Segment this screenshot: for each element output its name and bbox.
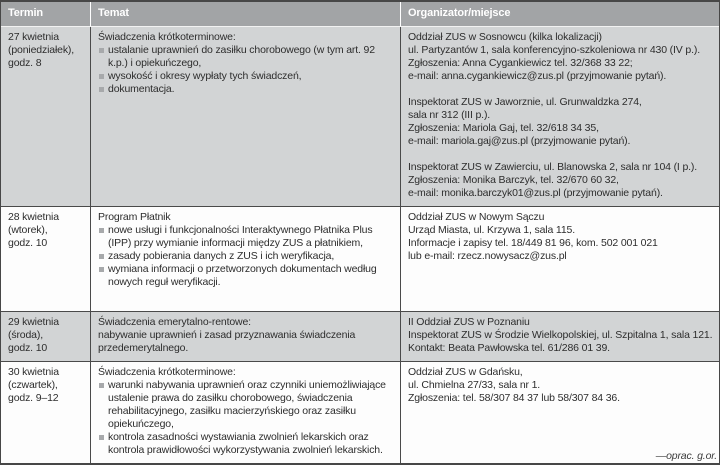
- temat-title: Świadczenia krótkoterminowe:: [98, 31, 236, 43]
- organizator-entry: II Oddział ZUS w Poznaniu Inspektorat ZUS w Środzie Wielkopolskiej, ul. Szpitalna 1, sala 121. Kontakt: Beata Pawłowska tel. 61/286 01 39.: [408, 316, 713, 354]
- credit-note: —oprac. g.or.: [655, 450, 717, 462]
- column-header-termin: Termin: [1, 2, 91, 26]
- termin-hour: godz. 8: [8, 57, 42, 69]
- temat-title: Program Płatnik: [98, 211, 171, 223]
- temat-cell: [91, 27, 401, 206]
- bullet-square-icon: [99, 48, 104, 53]
- temat-title: Świadczenia emerytalno-rentowe:: [98, 316, 251, 328]
- organizator-entry: Inspektorat ZUS w Jaworznie, ul. Grunwaldzka 274, sala nr 312 (III p.). Zgłoszenia: Mariola Gaj, tel. 32/618 34 35, e-mail: mariola.gaj@zus.pl (przyjmowanie pytań).: [408, 96, 642, 147]
- termin-date: 28 kwietnia: [8, 211, 59, 223]
- termin-hour: godz. 10: [8, 342, 48, 354]
- temat-bullet: wysokość i okresy wypłaty tych świadczeń,: [98, 70, 394, 83]
- organizator-cell: [401, 207, 719, 311]
- temat-bullet: kontrola zasadności wystawiania zwolnień lekarskich oraz kontrola prawidłowości wykorzystywania zwolnień lekarskich.: [98, 431, 394, 457]
- organizator-entry: Oddział ZUS w Gdańsku, ul. Chmielna 27/33, sala nr 1. Zgłoszenia: tel. 58/307 84 37 lub 58/307 84 36.: [408, 366, 620, 404]
- table-row: [1, 361, 719, 463]
- organizator-entry: Oddział ZUS w Nowym Sączu Urząd Miasta, ul. Krzywa 1, sala 115. Informacje i zapisy tel. 18/449 81 96, kom. 502 001 021 lub e-mail: rzecz.nowysacz@zus.pl: [408, 211, 658, 262]
- termin-cell: [1, 207, 91, 311]
- temat-bullet: zasady pobierania danych z ZUS i ich weryfikacja,: [98, 250, 394, 263]
- temat-bullet: dokumentacja.: [98, 83, 394, 96]
- termin-cell: [1, 27, 91, 206]
- termin-hour: godz. 10: [8, 237, 48, 249]
- termin-date: 29 kwietnia: [8, 316, 59, 328]
- termin-cell: [1, 362, 91, 463]
- organizator-cell: [401, 312, 719, 361]
- temat-bullet: warunki nabywania uprawnień oraz czynniki uniemożliwiające ustalenie prawa do zasiłku chorobowego, świadczenia rehabilitacyjnego, zasiłku macierzyńskiego oraz zasiłku opiekuńczego,: [98, 379, 394, 431]
- table-row: [1, 206, 719, 311]
- termin-hour: godz. 9–12: [8, 392, 59, 404]
- table-header-row: [1, 2, 719, 26]
- organizator-cell: [401, 362, 719, 463]
- termin-weekday: (środa),: [8, 329, 43, 341]
- bullet-square-icon: [99, 74, 104, 79]
- termin-weekday: (poniedziałek),: [8, 44, 75, 56]
- bullet-square-icon: [99, 435, 104, 440]
- termin-date: 30 kwietnia: [8, 366, 59, 378]
- temat-bullet: nowe usługi i funkcjonalności Interaktywnego Płatnika Plus (IPP) przy wymianie informacji między ZUS a płatnikiem,: [98, 224, 394, 250]
- temat-cell: [91, 312, 401, 361]
- bullet-square-icon: [99, 383, 104, 388]
- temat-bullet: wymiana informacji o przetworzonych dokumentach według nowych reguł weryfikacji.: [98, 263, 394, 289]
- column-header-temat: Temat: [91, 2, 401, 26]
- temat-bullet: ustalanie uprawnień do zasiłku chorobowego (w tym art. 92 k.p.) i opiekuńczego,: [98, 44, 394, 70]
- temat-text: przedemerytalnego.: [98, 342, 189, 354]
- table-row: [1, 26, 719, 206]
- organizator-entry: Inspektorat ZUS w Zawierciu, ul. Blanowska 2, sala nr 104 (I p.). Zgłoszenia: Monika Barczyk, tel. 32/670 60 32, e-mail: monika.barczyk01@zus.pl (przyjmowanie pytań).: [408, 161, 698, 199]
- temat-cell: [91, 207, 401, 311]
- column-header-organizator: Organizator/miejsce: [408, 7, 511, 19]
- termin-weekday: (wtorek),: [8, 224, 48, 236]
- termin-cell: [1, 312, 91, 361]
- organizator-cell: [401, 27, 719, 206]
- bullet-square-icon: [99, 87, 104, 92]
- termin-weekday: (czwartek),: [8, 379, 58, 391]
- table-row: [1, 311, 719, 361]
- bullet-square-icon: [99, 254, 104, 259]
- temat-cell: [91, 362, 401, 463]
- termin-date: 27 kwietnia: [8, 31, 59, 43]
- organizator-entry: Oddział ZUS w Sosnowcu (kilka lokalizacji) ul. Partyzantów 1, sala konferencyjno-szkoleniowa nr 430 (IV p.). Zgłoszenia: Anna Cygankiewicz tel. 32/368 33 22; e-mail: anna.cygankiewicz@zus.pl (przyjmowanie pytań).: [408, 31, 700, 82]
- bullet-square-icon: [99, 228, 104, 233]
- bullet-square-icon: [99, 267, 104, 272]
- temat-text: nabywanie uprawnień i zasad przyznawania świadczenia: [98, 329, 356, 341]
- temat-title: Świadczenia krótkoterminowe:: [98, 366, 236, 378]
